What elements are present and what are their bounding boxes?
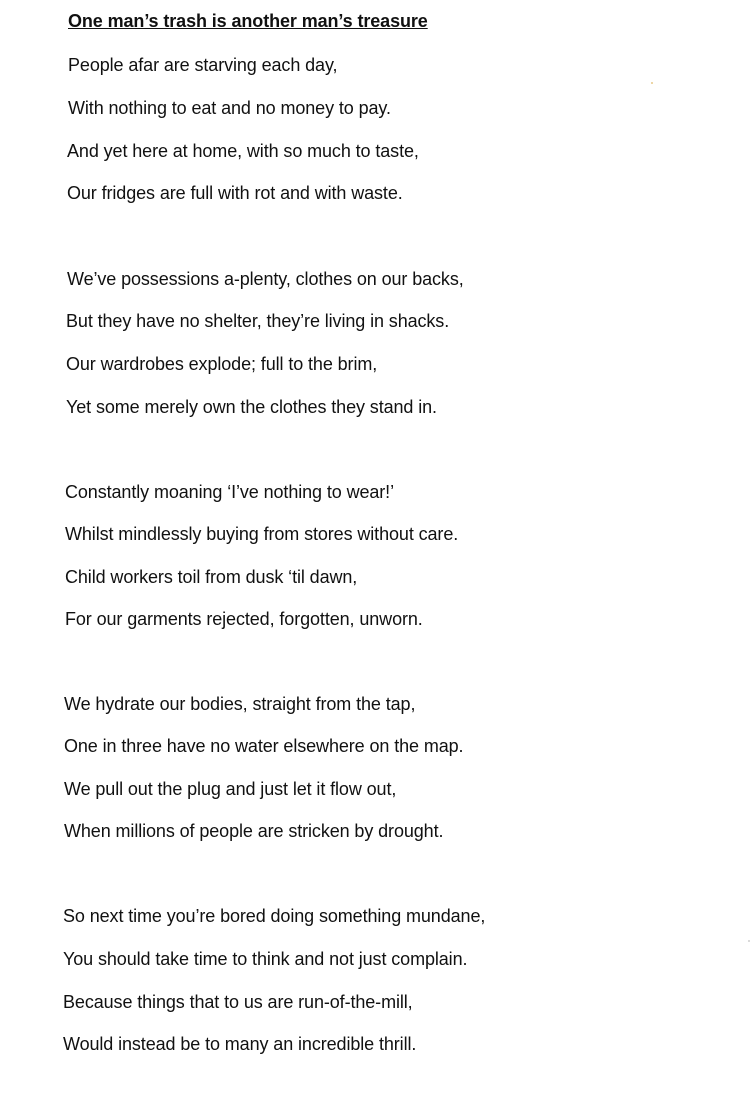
- stanza-4-line-1: We hydrate our bodies, straight from the tap,: [64, 694, 416, 714]
- stanza-4-line-3: We pull out the plug and just let it flow out,: [64, 779, 397, 799]
- stanza-3-line-2: Whilst mindlessly buying from stores without care.: [65, 524, 459, 544]
- scan-speck: [651, 82, 653, 84]
- poem-title: One man’s trash is another man’s treasure: [68, 11, 428, 31]
- stanza-4-line-4: When millions of people are stricken by drought.: [64, 821, 444, 841]
- stanza-1-line-4: Our fridges are full with rot and with waste.: [67, 183, 403, 203]
- stanza-2-line-3: Our wardrobes explode; full to the brim,: [66, 354, 378, 374]
- stanza-1-line-3: And yet here at home, with so much to taste,: [67, 141, 419, 161]
- stanza-1-line-1: People afar are starving each day,: [68, 55, 338, 75]
- stanza-3-line-3: Child workers toil from dusk ‘til dawn,: [65, 567, 358, 587]
- stanza-3-line-1: Constantly moaning ‘I’ve nothing to wear!’: [65, 482, 394, 502]
- stanza-2-line-1: We’ve possessions a-plenty, clothes on our backs,: [67, 269, 464, 289]
- stanza-4-line-2: One in three have no water elsewhere on the map.: [64, 736, 464, 756]
- stanza-2-line-4: Yet some merely own the clothes they stand in.: [66, 397, 437, 417]
- stanza-5-line-4: Would instead be to many an incredible thrill.: [63, 1034, 417, 1054]
- stanza-3-line-4: For our garments rejected, forgotten, unworn.: [65, 609, 423, 629]
- stanza-5-line-3: Because things that to us are run-of-the-mill,: [63, 992, 413, 1012]
- stanza-1-line-2: With nothing to eat and no money to pay.: [68, 98, 391, 118]
- stanza-5-line-1: So next time you’re bored doing something mundane,: [63, 906, 486, 926]
- stanza-5-line-2: You should take time to think and not just complain.: [63, 949, 468, 969]
- stanza-2-line-2: But they have no shelter, they’re living in shacks.: [66, 311, 450, 331]
